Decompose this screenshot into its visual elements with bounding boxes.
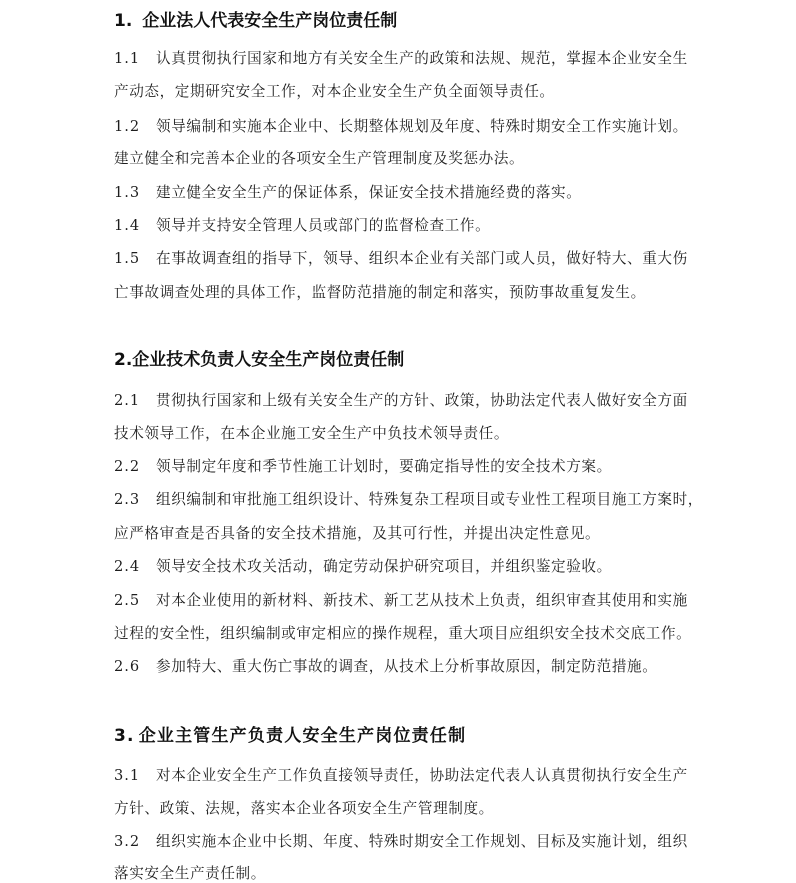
- clause-text: 技术领导工作，在本企业施工安全生产中负技术领导责任。: [114, 425, 510, 442]
- clause-number: 1.4: [114, 217, 141, 234]
- clause-text: 过程的安全性，组织编制或审定相应的操作规程，重大项目应组织安全技术交底工作。: [114, 625, 692, 642]
- clause-number: 1.1: [114, 50, 141, 67]
- clause-text: 落实安全生产责任制。: [114, 865, 266, 882]
- clause-text: 在事故调查组的指导下，领导、组织本企业有关部门或人员，做好特大、重大伤: [156, 250, 688, 267]
- clause-text: 领导安全技术攻关活动，确定劳动保护研究项目，并组织鉴定验收。: [156, 558, 612, 575]
- clause-1-2-cont: [114, 147, 524, 168]
- clause-text: 应严格审查是否具备的安全技术措施，及其可行性，并提出决定性意见。: [114, 525, 601, 542]
- section-number: 1.: [114, 11, 133, 31]
- clause-number: 2.1: [114, 392, 141, 409]
- clause-3-2-cont: [114, 862, 266, 883]
- clause-3-2: [114, 830, 688, 851]
- clause-3-1-cont: [114, 797, 494, 818]
- clause-text: 建立健全安全生产的保证体系，保证安全技术措施经费的落实。: [156, 184, 582, 201]
- clause-text: 组织实施本企业中长期、年度、特殊时期安全工作规划、目标及实施计划，组织: [156, 833, 688, 850]
- clause-text: 领导编制和实施本企业中、长期整体规划及年度、特殊时期安全工作实施计划。: [156, 118, 688, 135]
- clause-number: 3.2: [114, 833, 141, 850]
- clause-2-5-cont: [114, 622, 691, 643]
- clause-number: 2.4: [114, 558, 141, 575]
- clause-1-1: [114, 47, 688, 68]
- section-title: 企业技术负责人安全生产岗位责任制: [132, 350, 405, 370]
- clause-3-1: [114, 764, 688, 785]
- section-number: 2.: [114, 350, 133, 370]
- clause-2-1-cont: [114, 422, 509, 443]
- clause-text: 贯彻执行国家和上级有关安全生产的方针、政策，协助法定代表人做好安全方面: [156, 392, 688, 409]
- clause-number: 2.2: [114, 458, 141, 475]
- clause-number: 1.5: [114, 250, 141, 267]
- section-title: 企业主管生产负责人安全生产岗位责任制: [138, 726, 467, 746]
- section-number: 3.: [114, 726, 135, 746]
- clause-1-5-cont: [114, 281, 646, 302]
- clause-1-2: [114, 115, 688, 136]
- clause-text: 亡事故调查处理的具体工作，监督防范措施的制定和落实，预防事故重复发生。: [114, 284, 646, 301]
- section-1-heading: [114, 6, 397, 31]
- clause-text: 方针、政策、法规，落实本企业各项安全生产管理制度。: [114, 800, 494, 817]
- clause-2-5: [114, 589, 688, 610]
- clause-text: 认真贯彻执行国家和地方有关安全生产的政策和法规、规范，掌握本企业安全生: [156, 50, 688, 67]
- clause-text: 建立健全和完善本企业的各项安全生产管理制度及奖惩办法。: [114, 150, 525, 167]
- clause-2-1: [114, 389, 688, 410]
- clause-2-3: [114, 488, 703, 509]
- clause-text: 参加特大、重大伤亡事故的调查，从技术上分析事故原因，制定防范措施。: [156, 658, 658, 675]
- clause-2-6: [114, 655, 657, 676]
- clause-1-1-cont: [114, 80, 555, 101]
- clause-number: 3.1: [114, 767, 141, 784]
- clause-text: 领导并支持安全管理人员或部门的监督检查工作。: [156, 217, 491, 234]
- clause-1-4: [114, 214, 490, 235]
- clause-text: 对本企业使用的新材料、新技术、新工艺从技术上负责，组织审查其使用和实施: [156, 592, 688, 609]
- clause-text: 对本企业安全生产工作负直接领导责任，协助法定代表人认真贯彻执行安全生产: [156, 767, 688, 784]
- section-3-heading: [114, 721, 466, 746]
- clause-number: 2.6: [114, 658, 141, 675]
- clause-1-5: [114, 247, 688, 268]
- clause-2-4: [114, 555, 612, 576]
- clause-text: 产动态，定期研究安全工作，对本企业安全生产负全面领导责任。: [114, 83, 555, 100]
- clause-1-3: [114, 181, 581, 202]
- clause-number: 1.2: [114, 118, 141, 135]
- clause-number: 2.3: [114, 491, 141, 508]
- clause-number: 2.5: [114, 592, 141, 609]
- clause-2-3-cont: [114, 522, 600, 543]
- clause-text: 组织编制和审批施工组织设计、特殊复杂工程项目或专业性工程项目施工方案时，: [156, 491, 703, 508]
- clause-number: 1.3: [114, 184, 141, 201]
- section-2-heading: [114, 345, 404, 370]
- section-title: 企业法人代表安全生产岗位责任制: [142, 11, 398, 31]
- clause-2-2: [114, 455, 612, 476]
- clause-text: 领导制定年度和季节性施工计划时，要确定指导性的安全技术方案。: [156, 458, 612, 475]
